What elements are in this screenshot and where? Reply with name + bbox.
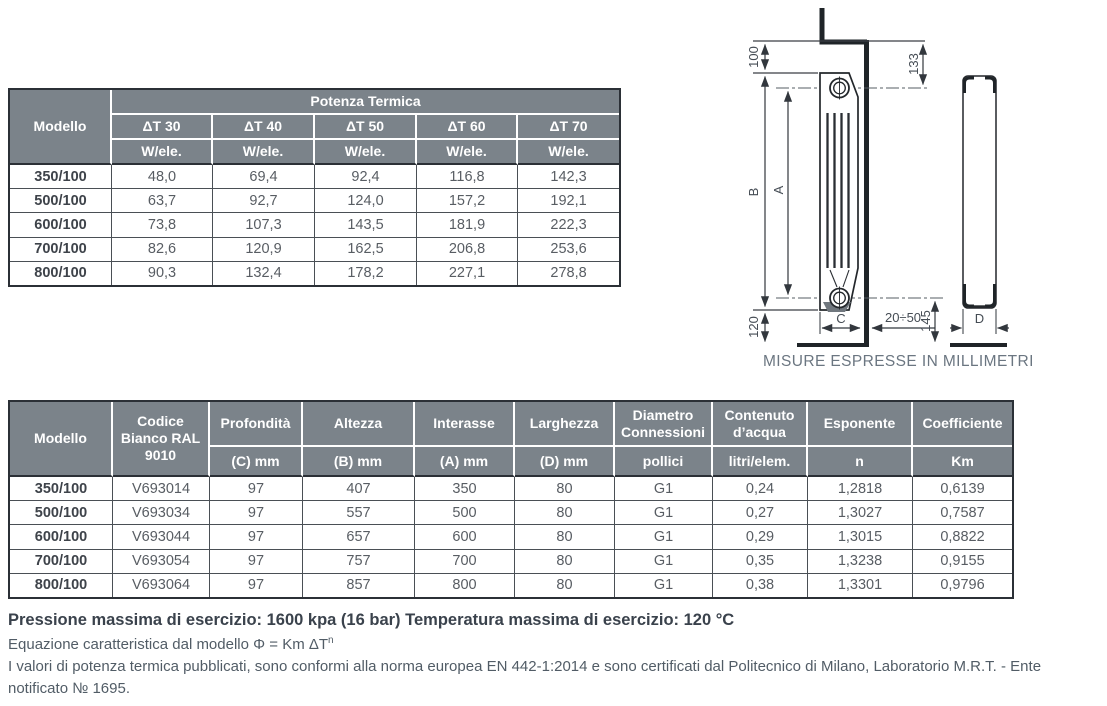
power-value: 222,3 xyxy=(518,213,619,237)
code-column-header: Codice Bianco RAL 9010 xyxy=(113,402,210,477)
model-cell: 350/100 xyxy=(10,165,112,189)
dimensions-specs-table xyxy=(8,400,1014,599)
model-cell: 700/100 xyxy=(10,238,112,262)
thermal-power-table xyxy=(8,88,621,287)
model-cell: 800/100 xyxy=(10,262,112,285)
depth-cell: 97 xyxy=(210,477,303,501)
model-cell: 500/100 xyxy=(10,501,113,525)
water-cell: 0,35 xyxy=(713,550,808,574)
power-value: 162,5 xyxy=(315,238,417,262)
table-row xyxy=(10,574,1012,597)
connections-cell: G1 xyxy=(615,525,713,549)
radiator-dimension-drawing xyxy=(710,0,1107,380)
centers-cell: 350 xyxy=(415,477,515,501)
height-column-header: Altezza xyxy=(303,402,415,447)
power-value: 253,6 xyxy=(518,238,619,262)
power-value: 69,4 xyxy=(213,165,315,189)
coefficient-cell: 0,8822 xyxy=(913,525,1012,549)
model-column-header: Modello xyxy=(10,402,113,477)
water-cell: 0,27 xyxy=(713,501,808,525)
unit-header: W/ele. xyxy=(315,140,417,165)
delta-t-header: ΔT 30 xyxy=(112,115,213,140)
water-cell: 0,24 xyxy=(713,477,808,501)
exponent-cell: 1,2818 xyxy=(808,477,913,501)
model-column-header: Modello xyxy=(10,90,112,165)
unit-header: W/ele. xyxy=(112,140,213,165)
height-cell: 857 xyxy=(303,574,415,597)
code-cell: V693044 xyxy=(113,525,210,549)
depth-cell: 97 xyxy=(210,525,303,549)
table-row xyxy=(10,262,619,285)
table-row xyxy=(10,477,1012,501)
coefficient-cell: 0,9796 xyxy=(913,574,1012,597)
wall-bracket-line xyxy=(822,8,867,42)
equation-text: Equazione caratteristica dal modello Φ = Km ΔT xyxy=(8,636,329,653)
power-value: 142,3 xyxy=(518,165,619,189)
power-value: 48,0 xyxy=(112,165,213,189)
table-row xyxy=(10,213,619,237)
unit-header: W/ele. xyxy=(213,140,315,165)
centers-column-header: Interasse xyxy=(415,402,515,447)
power-value: 92,4 xyxy=(315,165,417,189)
exponent-cell: 1,3238 xyxy=(808,550,913,574)
width-column-header: Larghezza xyxy=(515,402,615,447)
code-cell: V693054 xyxy=(113,550,210,574)
power-value: 227,1 xyxy=(417,262,518,285)
width-cell: 80 xyxy=(515,525,615,549)
dim-label-wall-gap: 20÷50 xyxy=(884,310,922,325)
dim-label-D: D xyxy=(974,311,985,326)
centers-unit-header: (A) mm xyxy=(415,447,515,477)
model-cell: 500/100 xyxy=(10,189,112,213)
dim-label-A: A xyxy=(771,185,786,195)
power-value: 157,2 xyxy=(417,189,518,213)
depth-cell: 97 xyxy=(210,501,303,525)
dim-label-C: C xyxy=(836,311,846,326)
diagram-caption: MISURE ESPRESSE IN MILLIMETRI xyxy=(763,353,1034,370)
delta-t-header: ΔT 70 xyxy=(518,115,619,140)
exponent-cell: 1,3027 xyxy=(808,501,913,525)
connections-cell: G1 xyxy=(615,501,713,525)
centers-cell: 600 xyxy=(415,525,515,549)
code-cell: V693014 xyxy=(113,477,210,501)
depth-column-header: Profondità xyxy=(210,402,303,447)
max-pressure-temperature-note: Pressione massima di esercizio: 1600 kpa (16 bar) Temperatura massima di esercizio: 120 °C xyxy=(8,611,735,629)
code-cell: V693064 xyxy=(113,574,210,597)
model-cell: 700/100 xyxy=(10,550,113,574)
height-unit-header: (B) mm xyxy=(303,447,415,477)
table-row xyxy=(10,550,1012,574)
table-row xyxy=(10,189,619,213)
power-value: 107,3 xyxy=(213,213,315,237)
centers-cell: 500 xyxy=(415,501,515,525)
unit-header: W/ele. xyxy=(417,140,518,165)
water-cell: 0,38 xyxy=(713,574,808,597)
exponent-cell: 1,3301 xyxy=(808,574,913,597)
radiator-side-view xyxy=(820,73,858,312)
delta-t-header: ΔT 40 xyxy=(213,115,315,140)
model-cell: 800/100 xyxy=(10,574,113,597)
delta-t-header: ΔT 60 xyxy=(417,115,518,140)
centers-cell: 700 xyxy=(415,550,515,574)
depth-cell: 97 xyxy=(210,550,303,574)
height-cell: 557 xyxy=(303,501,415,525)
power-value: 278,8 xyxy=(518,262,619,285)
model-cell: 350/100 xyxy=(10,477,113,501)
coefficient-cell: 0,6139 xyxy=(913,477,1012,501)
power-value: 92,7 xyxy=(213,189,315,213)
power-value: 178,2 xyxy=(315,262,417,285)
table-row xyxy=(10,525,1012,549)
power-value: 82,6 xyxy=(112,238,213,262)
power-value: 124,0 xyxy=(315,189,417,213)
exponent-cell: 1,3015 xyxy=(808,525,913,549)
equation-exponent: n xyxy=(328,635,334,646)
connections-cell: G1 xyxy=(615,477,713,501)
coefficient-column-header: Coefficiente xyxy=(913,402,1012,447)
exponent-unit-header: n xyxy=(808,447,913,477)
coefficient-cell: 0,7587 xyxy=(913,501,1012,525)
dim-label-120: 120 xyxy=(746,316,761,338)
radiator-outline xyxy=(820,73,858,310)
width-cell: 80 xyxy=(515,501,615,525)
dim-label-145: 145 xyxy=(918,310,933,332)
model-cell: 600/100 xyxy=(10,525,113,549)
connections-column-header: Diametro Connessioni xyxy=(615,402,713,447)
height-cell: 757 xyxy=(303,550,415,574)
model-cell: 600/100 xyxy=(10,213,112,237)
radiator-diagram-svg xyxy=(710,0,1107,380)
table-row xyxy=(10,501,1012,525)
power-group-header: Potenza Termica xyxy=(112,90,619,115)
power-value: 143,5 xyxy=(315,213,417,237)
water-cell: 0,29 xyxy=(713,525,808,549)
height-cell: 657 xyxy=(303,525,415,549)
characteristic-equation-note xyxy=(8,635,334,653)
power-value: 90,3 xyxy=(112,262,213,285)
code-cell: V693034 xyxy=(113,501,210,525)
height-cell: 407 xyxy=(303,477,415,501)
power-value: 63,7 xyxy=(112,189,213,213)
unit-header: W/ele. xyxy=(518,140,619,165)
delta-t-header: ΔT 50 xyxy=(315,115,417,140)
depth-unit-header: (C) mm xyxy=(210,447,303,477)
power-value: 206,8 xyxy=(417,238,518,262)
width-cell: 80 xyxy=(515,477,615,501)
water-unit-header: litri/elem. xyxy=(713,447,808,477)
coefficient-cell: 0,9155 xyxy=(913,550,1012,574)
centers-cell: 800 xyxy=(415,574,515,597)
table-row xyxy=(10,238,619,262)
connections-unit-header: pollici xyxy=(615,447,713,477)
width-cell: 80 xyxy=(515,574,615,597)
water-column-header: Contenuto d’acqua xyxy=(713,402,808,447)
power-value: 73,8 xyxy=(112,213,213,237)
width-cell: 80 xyxy=(515,550,615,574)
element-outline xyxy=(963,76,996,308)
power-value: 192,1 xyxy=(518,189,619,213)
connections-cell: G1 xyxy=(615,550,713,574)
certification-note: I valori di potenza termica pubblicati, sono conformi alla norma europea EN 442-1:2014 e sono certificati dal Politecnico di Milano, Laboratorio M.R.T. - Ente notificato № 1695. xyxy=(8,658,1042,697)
exponent-column-header: Esponente xyxy=(808,402,913,447)
power-value: 132,4 xyxy=(213,262,315,285)
depth-cell: 97 xyxy=(210,574,303,597)
dim-label-100: 100 xyxy=(746,46,761,68)
power-value: 116,8 xyxy=(417,165,518,189)
power-value: 120,9 xyxy=(213,238,315,262)
element-front-view xyxy=(963,76,996,308)
connections-cell: G1 xyxy=(615,574,713,597)
width-unit-header: (D) mm xyxy=(515,447,615,477)
coefficient-unit-header: Km xyxy=(913,447,1012,477)
table-row xyxy=(10,165,619,189)
centerlines xyxy=(776,88,943,298)
dim-label-133: 133 xyxy=(906,53,921,75)
power-value: 181,9 xyxy=(417,213,518,237)
dim-label-B: B xyxy=(746,187,761,197)
